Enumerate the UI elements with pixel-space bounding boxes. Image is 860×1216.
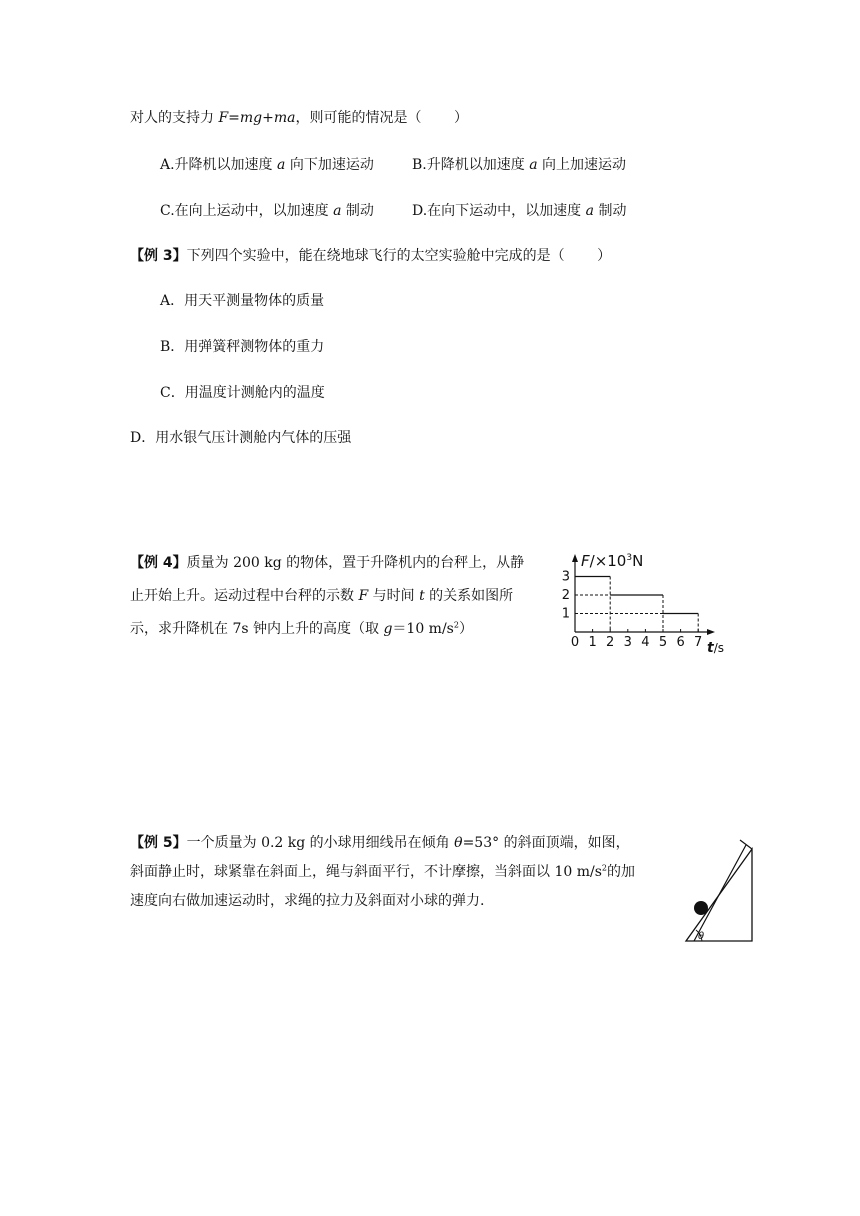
x-tick-label: 2: [606, 635, 615, 650]
q2-stem-text-a: 对人的支持力: [130, 110, 219, 126]
x-axis-title-unit: /s: [713, 641, 724, 655]
q4-line-3-a: 示，求升降机在 7s 钟内上升的高度（取: [130, 621, 384, 637]
q4-var-g: g: [383, 621, 393, 637]
incline-top-edge: [740, 840, 752, 849]
q5-exponent: 2: [601, 863, 607, 873]
x-tick-label: 3: [623, 635, 632, 650]
force-time-chart: [555, 548, 745, 658]
x-tick-label: 1: [588, 635, 597, 650]
q2-option-c-pre: C.在向上运动中，以加速度: [160, 203, 334, 219]
q4-line-2-a: 止开始上升。运动过程中台秤的示数: [130, 588, 359, 604]
x-axis-title-t: t: [707, 640, 714, 656]
q5-var-theta: θ: [454, 835, 463, 851]
q4-exponent: 2: [453, 620, 459, 630]
q4-line-3-b: ＝10 m/s: [392, 621, 454, 637]
q4-line-2-c: 的关系如图所: [424, 588, 514, 604]
formula-var-mg: mg: [239, 110, 263, 126]
x-tick-label: 0: [570, 635, 580, 650]
y-axis-title-rest: /×10: [589, 552, 627, 570]
q5-line-3-text: 速度向右做加速运动时，求绳的拉力及斜面对小球的弹力.: [130, 893, 485, 909]
q2-stem-text-b: ，则可能的情况是（ ）: [295, 110, 468, 126]
q4-label: 【例 4】: [130, 555, 187, 571]
q2-option-d: [412, 201, 626, 221]
q2-option-b-pre: B.升降机以加速度: [412, 157, 530, 173]
q3-option-b: B．用弹簧秤测物体的重力: [160, 339, 325, 355]
x-axis-arrow: [707, 629, 715, 635]
q4-line-1: [130, 553, 524, 573]
q2-option-b-var: a: [529, 157, 538, 173]
x-tick-label: 4: [641, 635, 650, 650]
x-tick-label: 5: [658, 635, 668, 650]
q5-line-2: [130, 862, 635, 882]
incline-figure: [680, 835, 760, 945]
q3-option-a: A．用天平测量物体的质量: [160, 293, 325, 309]
incline-rope: [694, 845, 746, 941]
y-axis-arrow: [572, 554, 578, 562]
q5-line-2-a: 斜面静止时，球紧靠在斜面上，绳与斜面平行，不计摩擦，当斜面以 10 m/s: [130, 864, 602, 880]
formula-eq: =: [228, 110, 240, 126]
q2-option-b-post: 向上加速运动: [537, 157, 627, 173]
q4-line-3: [130, 619, 473, 639]
x-axis-title: [707, 640, 724, 656]
q2-option-d-pre: D.在向下运动中，以加速度: [412, 203, 586, 219]
y-tick-label: 2: [561, 588, 570, 603]
q3-option-d: D．用水银气压计测舱内气体的压强: [130, 430, 352, 446]
q2-option-a-pre: A.升降机以加速度: [160, 157, 278, 173]
q5-line-2-b: 的加: [606, 864, 635, 880]
q5-line-1: [130, 833, 630, 853]
x-tick-label: 6: [676, 635, 685, 650]
ball: [694, 901, 708, 915]
q4-line-1-text: 质量为 200 kg 的物体，置于升降机内的台秤上，从静: [186, 555, 525, 571]
q2-option-c-var: a: [333, 203, 342, 219]
q2-option-c: [160, 201, 374, 221]
y-tick-label: 3: [561, 569, 570, 585]
formula-var-F: F: [218, 110, 229, 126]
y-tick-label: 1: [561, 606, 570, 622]
angle-label: θ: [698, 931, 705, 942]
q3-stem: [130, 246, 611, 266]
chart-steps: [575, 577, 698, 633]
q2-option-a-var: a: [277, 157, 286, 173]
x-tick-label: 7: [694, 635, 703, 650]
q2-option-a: [160, 155, 374, 175]
q3-option-c: C．用温度计测舱内的温度: [160, 385, 325, 401]
q2-option-c-post: 制动: [341, 203, 374, 219]
q3-label: 【例 3】: [130, 248, 187, 264]
q4-var-F: F: [358, 588, 369, 604]
q2-option-d-post: 制动: [594, 203, 627, 219]
q2-option-b: [412, 155, 626, 175]
q4-line-2: [130, 586, 513, 606]
y-axis-title-unit: N: [632, 552, 644, 570]
y-axis-title: [581, 552, 643, 570]
q3-stem-text: 下列四个实验中，能在绕地球飞行的太空实验舱中完成的是（ ）: [186, 248, 612, 264]
q4-line-2-b: 与时间: [368, 588, 420, 604]
formula-var-ma: ma: [273, 110, 296, 126]
q2-option-a-post: 向下加速运动: [285, 157, 374, 173]
q5-line-1-b: =53° 的斜面顶端，如图，: [462, 835, 630, 851]
chart-ticks: [562, 570, 703, 651]
q5-line-1-a: 一个质量为 0.2 kg 的小球用细线吊在倾角: [186, 835, 455, 851]
q2-option-d-var: a: [585, 203, 594, 219]
q5-label: 【例 5】: [130, 835, 187, 851]
y-axis-title-exp: 3: [626, 553, 633, 563]
q4-var-t: t: [419, 588, 425, 604]
q4-line-3-c: ）: [458, 621, 473, 637]
y-axis-title-F: F: [581, 552, 590, 570]
formula-plus: +: [262, 110, 274, 126]
q5-line-3: [130, 891, 484, 911]
q2-stem: [130, 108, 468, 128]
